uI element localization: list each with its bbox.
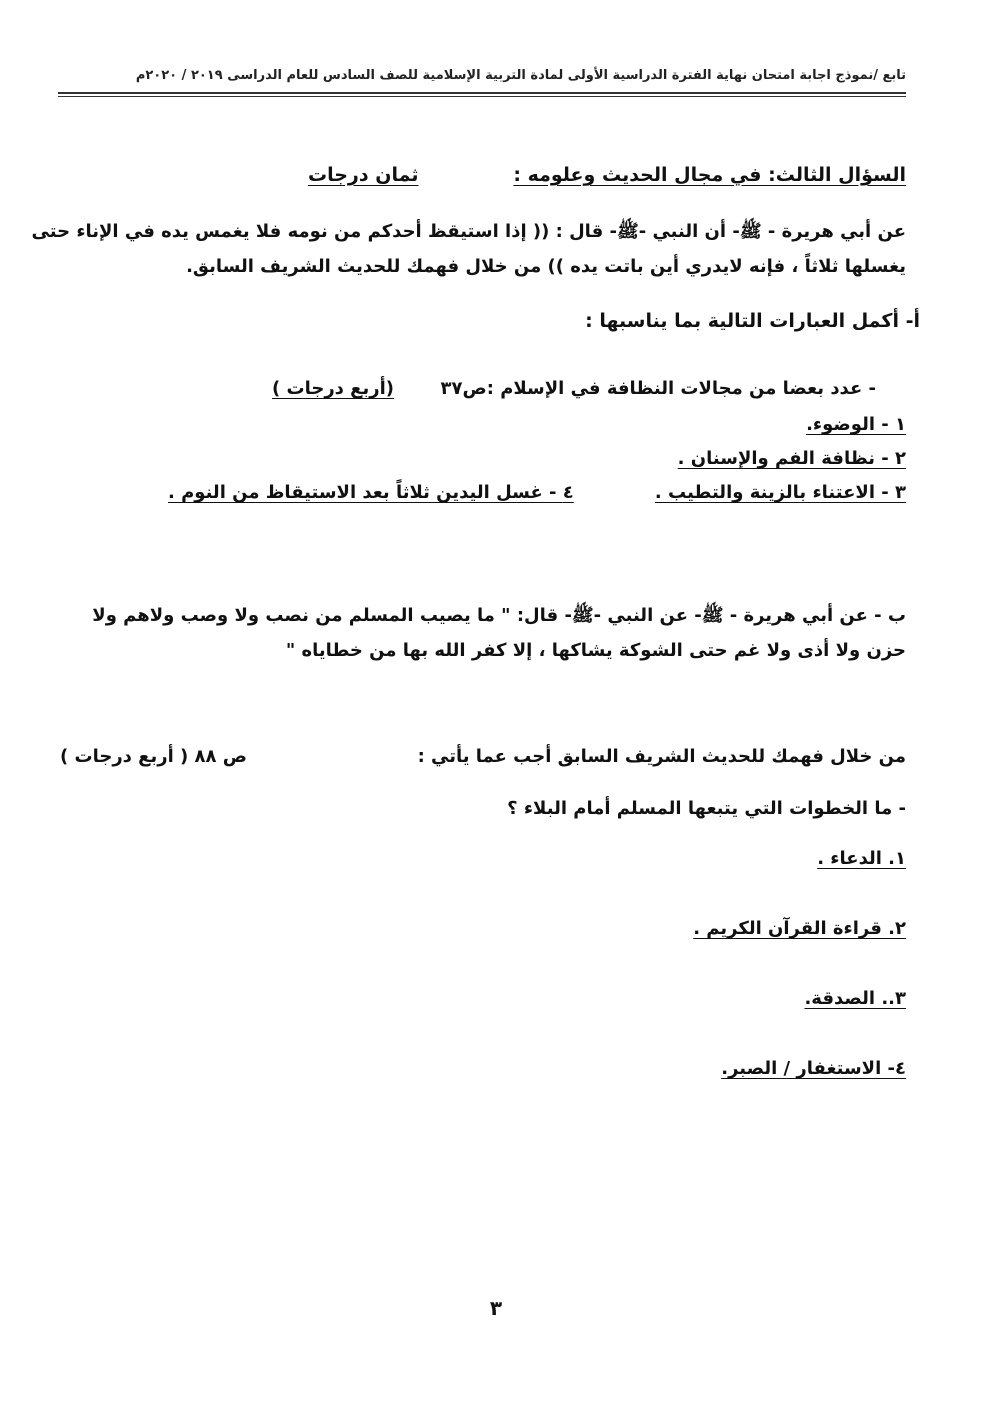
page-number: ٣ <box>489 1296 503 1320</box>
part-b-question: - ما الخطوات التي يتبعها المسلم أمام البلاء ؟ <box>507 798 906 819</box>
header-rule-2 <box>58 96 906 97</box>
part-a-marks: (أربع درجات ) <box>272 378 394 399</box>
part-a-answer-3: ٣ - الاعتناء بالزينة والتطيب . <box>654 482 906 503</box>
question-marks: ثمان درجات <box>308 164 419 186</box>
part-b-answer-2: ٢. قراءة القرآن الكريم . <box>693 918 906 939</box>
hadith-1-line-2: يغسلها ثلاثاً ، فإنه لايدري أين باتت يده )) من خلال فهمك للحديث الشريف السابق. <box>186 256 906 277</box>
hadith-1-line-1: عن أبي هريرة - ﷺ- أن النبي -ﷺ- قال : (( إذا استيقظ أحدكم من نومه فلا يغمس يده في الإناء حتى <box>31 221 906 242</box>
header-rule <box>58 92 906 94</box>
part-a-prompt: - عدد بعضا من مجالات النظافة في الإسلام :ص٣٧ <box>440 378 876 399</box>
part-b-answer-1: ١. الدعاء . <box>817 848 906 869</box>
part-b-page-ref: ص ٨٨ ( أربع درجات ) <box>60 746 247 767</box>
part-b-instruction: من خلال فهمك للحديث الشريف السابق أجب عما يأتي : <box>417 746 906 767</box>
part-a-answer-4: ٤ - غسل اليدين ثلاثاً بعد الاستيقاظ من النوم . <box>168 482 574 503</box>
hadith-2-line-1: ب - عن أبي هريرة - ﷺ- عن النبي -ﷺ- قال: " ما يصيب المسلم من نصب ولا وصب ولاهم ولا <box>92 605 906 626</box>
part-a-answer-2: ٢ - نظافة الفم والإسنان . <box>677 448 906 469</box>
part-b-answer-3: ٣.. الصدقة. <box>804 988 906 1009</box>
page-header: تابع /نموذج اجابة امتحان نهاية الفترة الدراسية الأولى لمادة التربية الإسلامية للصف السادس للعام الدراسى ٢٠١٩ / ٢٠٢٠م <box>135 68 906 83</box>
part-b-answer-4: ٤- الاستغفار / الصبر. <box>721 1058 906 1079</box>
part-a-answer-1: ١ - الوضوء. <box>806 414 906 435</box>
question-title: السؤال الثالث: في مجال الحديث وعلومه : <box>513 164 906 186</box>
part-a-label: أ- أكمل العبارات التالية بما يناسبها : <box>585 310 920 332</box>
hadith-2-line-2: حزن ولا أذى ولا غم حتى الشوكة يشاكها ، إلا كفر الله بها من خطاياه " <box>285 640 906 661</box>
